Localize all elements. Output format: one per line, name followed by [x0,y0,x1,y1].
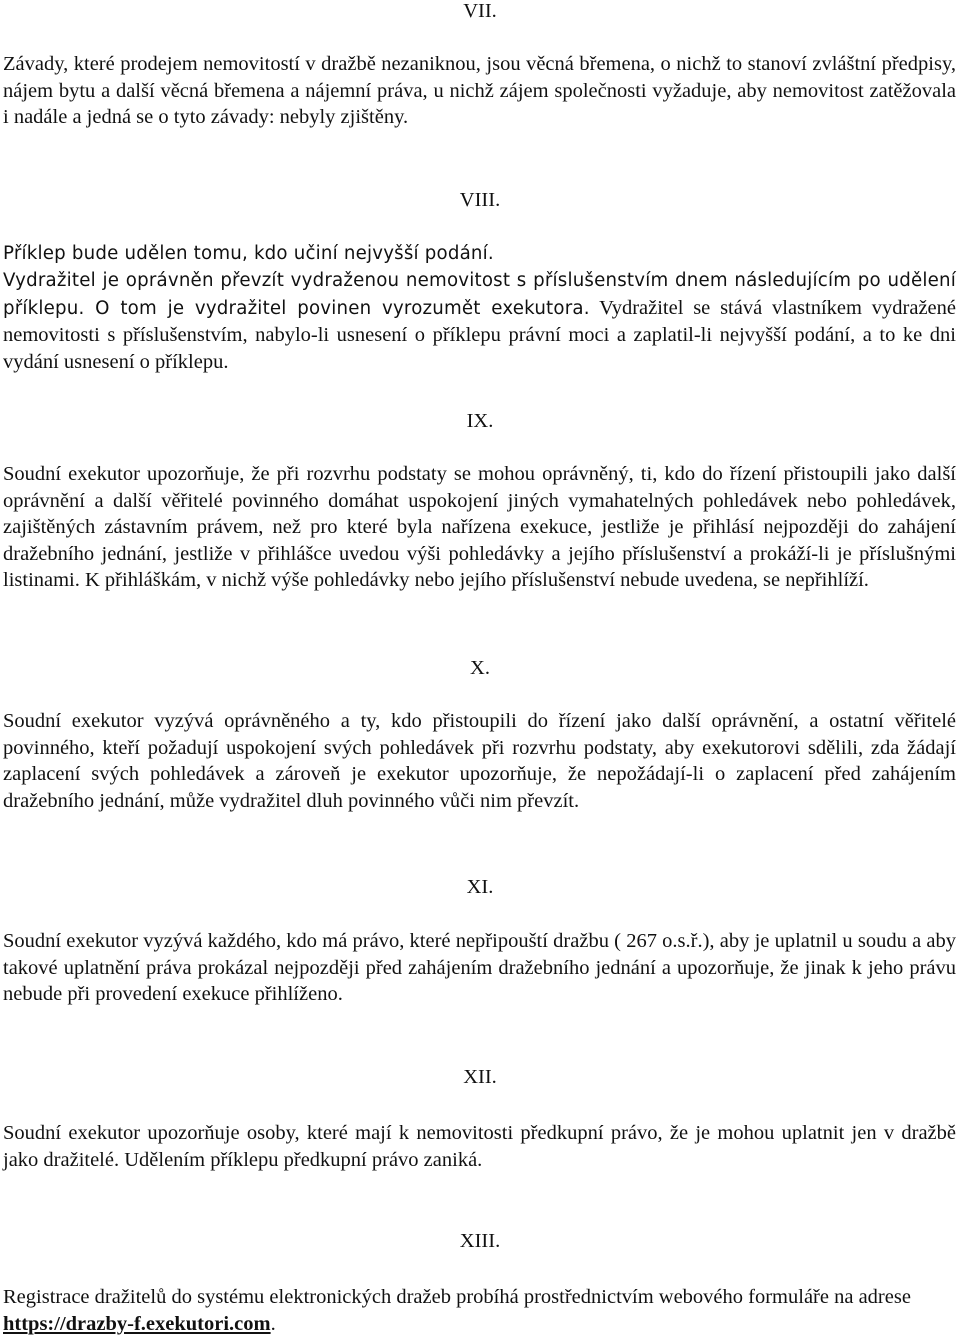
section-text-vii: Závady, které prodejem nemovitostí v dražbě nezaniknou, jsou věcná břemena, o nichž to stanoví zvláštní předpisy, nájem bytu a další věcná břemena a nájemní práva, u nichž zájem společnosti vyžaduje, aby nemovitost zatěžovala i nadále a jedná se o tyto závady: nebyly zjištěny. [3,53,956,128]
section-heading-ix: IX. [466,410,494,432]
registration-link[interactable]: https://drazby-f.exekutori.com [3,1312,271,1335]
section-heading-vii: VII. [463,0,497,22]
section-text-viii-line1: Příklep bude udělen tomu, kdo učiní nejvyšší podání. [3,243,494,264]
section-text-xiii-before: Registrace dražitelů do systému elektronických dražeb probíhá prostřednictvím webového formuláře na adrese [3,1286,911,1308]
section-heading-xiii: XIII. [459,1230,501,1252]
section-text-xii: Soudní exekutor upozorňuje osoby, které mají k nemovitosti předkupní právo, že je mohou uplatnit jen v dražbě jako dražitelé. Udělením příklepu předkupní právo zaniká. [3,1122,956,1171]
section-text-xiii-after: . [270,1312,276,1335]
section-heading-xii: XII. [463,1066,497,1088]
section-text-ix: Soudní exekutor upozorňuje, že při rozvrhu podstaty se mohou oprávněný, ti, kdo do řízení přistoupili jako další oprávnění a další věřitelé povinného domáhat uspokojení jiných vymahatelných pohledávek nebo pohledávek, zajištěných zástavním právem, než pro které byla nařízena exekuce, jestliže je přihlásí nejpozději do zahájení dražebního jednání, jestliže v přihlášce uvedou výši pohledávky a jejího příslušenství a prokáží-li je příslušnými listinami. K přihláškám, v nichž výše pohledávky nebo jejího příslušenství nebude uvedena, se nepřihlíží. [3,463,956,591]
section-heading-xi: XI. [466,876,494,898]
section-text-viii-line2: Vydražitel je oprávněn převzít vydraženou nemovitost s příslušenstvím dnem následujícím po udělení příklepu. O tom je vydražitel povinen vyrozumět exekutora. [3,270,956,319]
section-text-xiii [3,1284,956,1337]
section-heading-viii: VIII. [459,189,501,211]
section-text-viii-line3: Vydražitel se stává vlastníkem vydražené nemovitosti s příslušenstvím, nabylo-li usnesení o příklepu právní moci a zaplatil-li nejvyšší podání, a to ke dni vydání usnesení o příklepu. [3,296,956,373]
section-heading-x: X. [470,657,490,679]
section-text-x: Soudní exekutor vyzývá oprávněného a ty, kdo přistoupili do řízení jako další oprávnění, a ostatní věřitelé povinného, kteří požadují uspokojení svých pohledávek při rozvrhu podstaty, aby exekutorovi sdělili, zda žádají zaplacení svých pohledávek a zároveň je exekutor upozorňuje, že nepožádají-li o zaplacení před zahájením dražebního jednání, může vydražitel dluh povinného vůči nim převzít. [3,710,956,812]
section-text-xi: Soudní exekutor vyzývá každého, kdo má právo, které nepřipouští dražbu ( 267 o.s.ř.), aby je uplatnil u soudu a aby takové uplatnění práva prokázal nejpozději před zahájením dražebního jednání a upozorňuje, že jinak k jeho právu nebude při provedení exekuce přihlíženo. [3,930,956,1005]
section-text-viii [3,267,956,375]
